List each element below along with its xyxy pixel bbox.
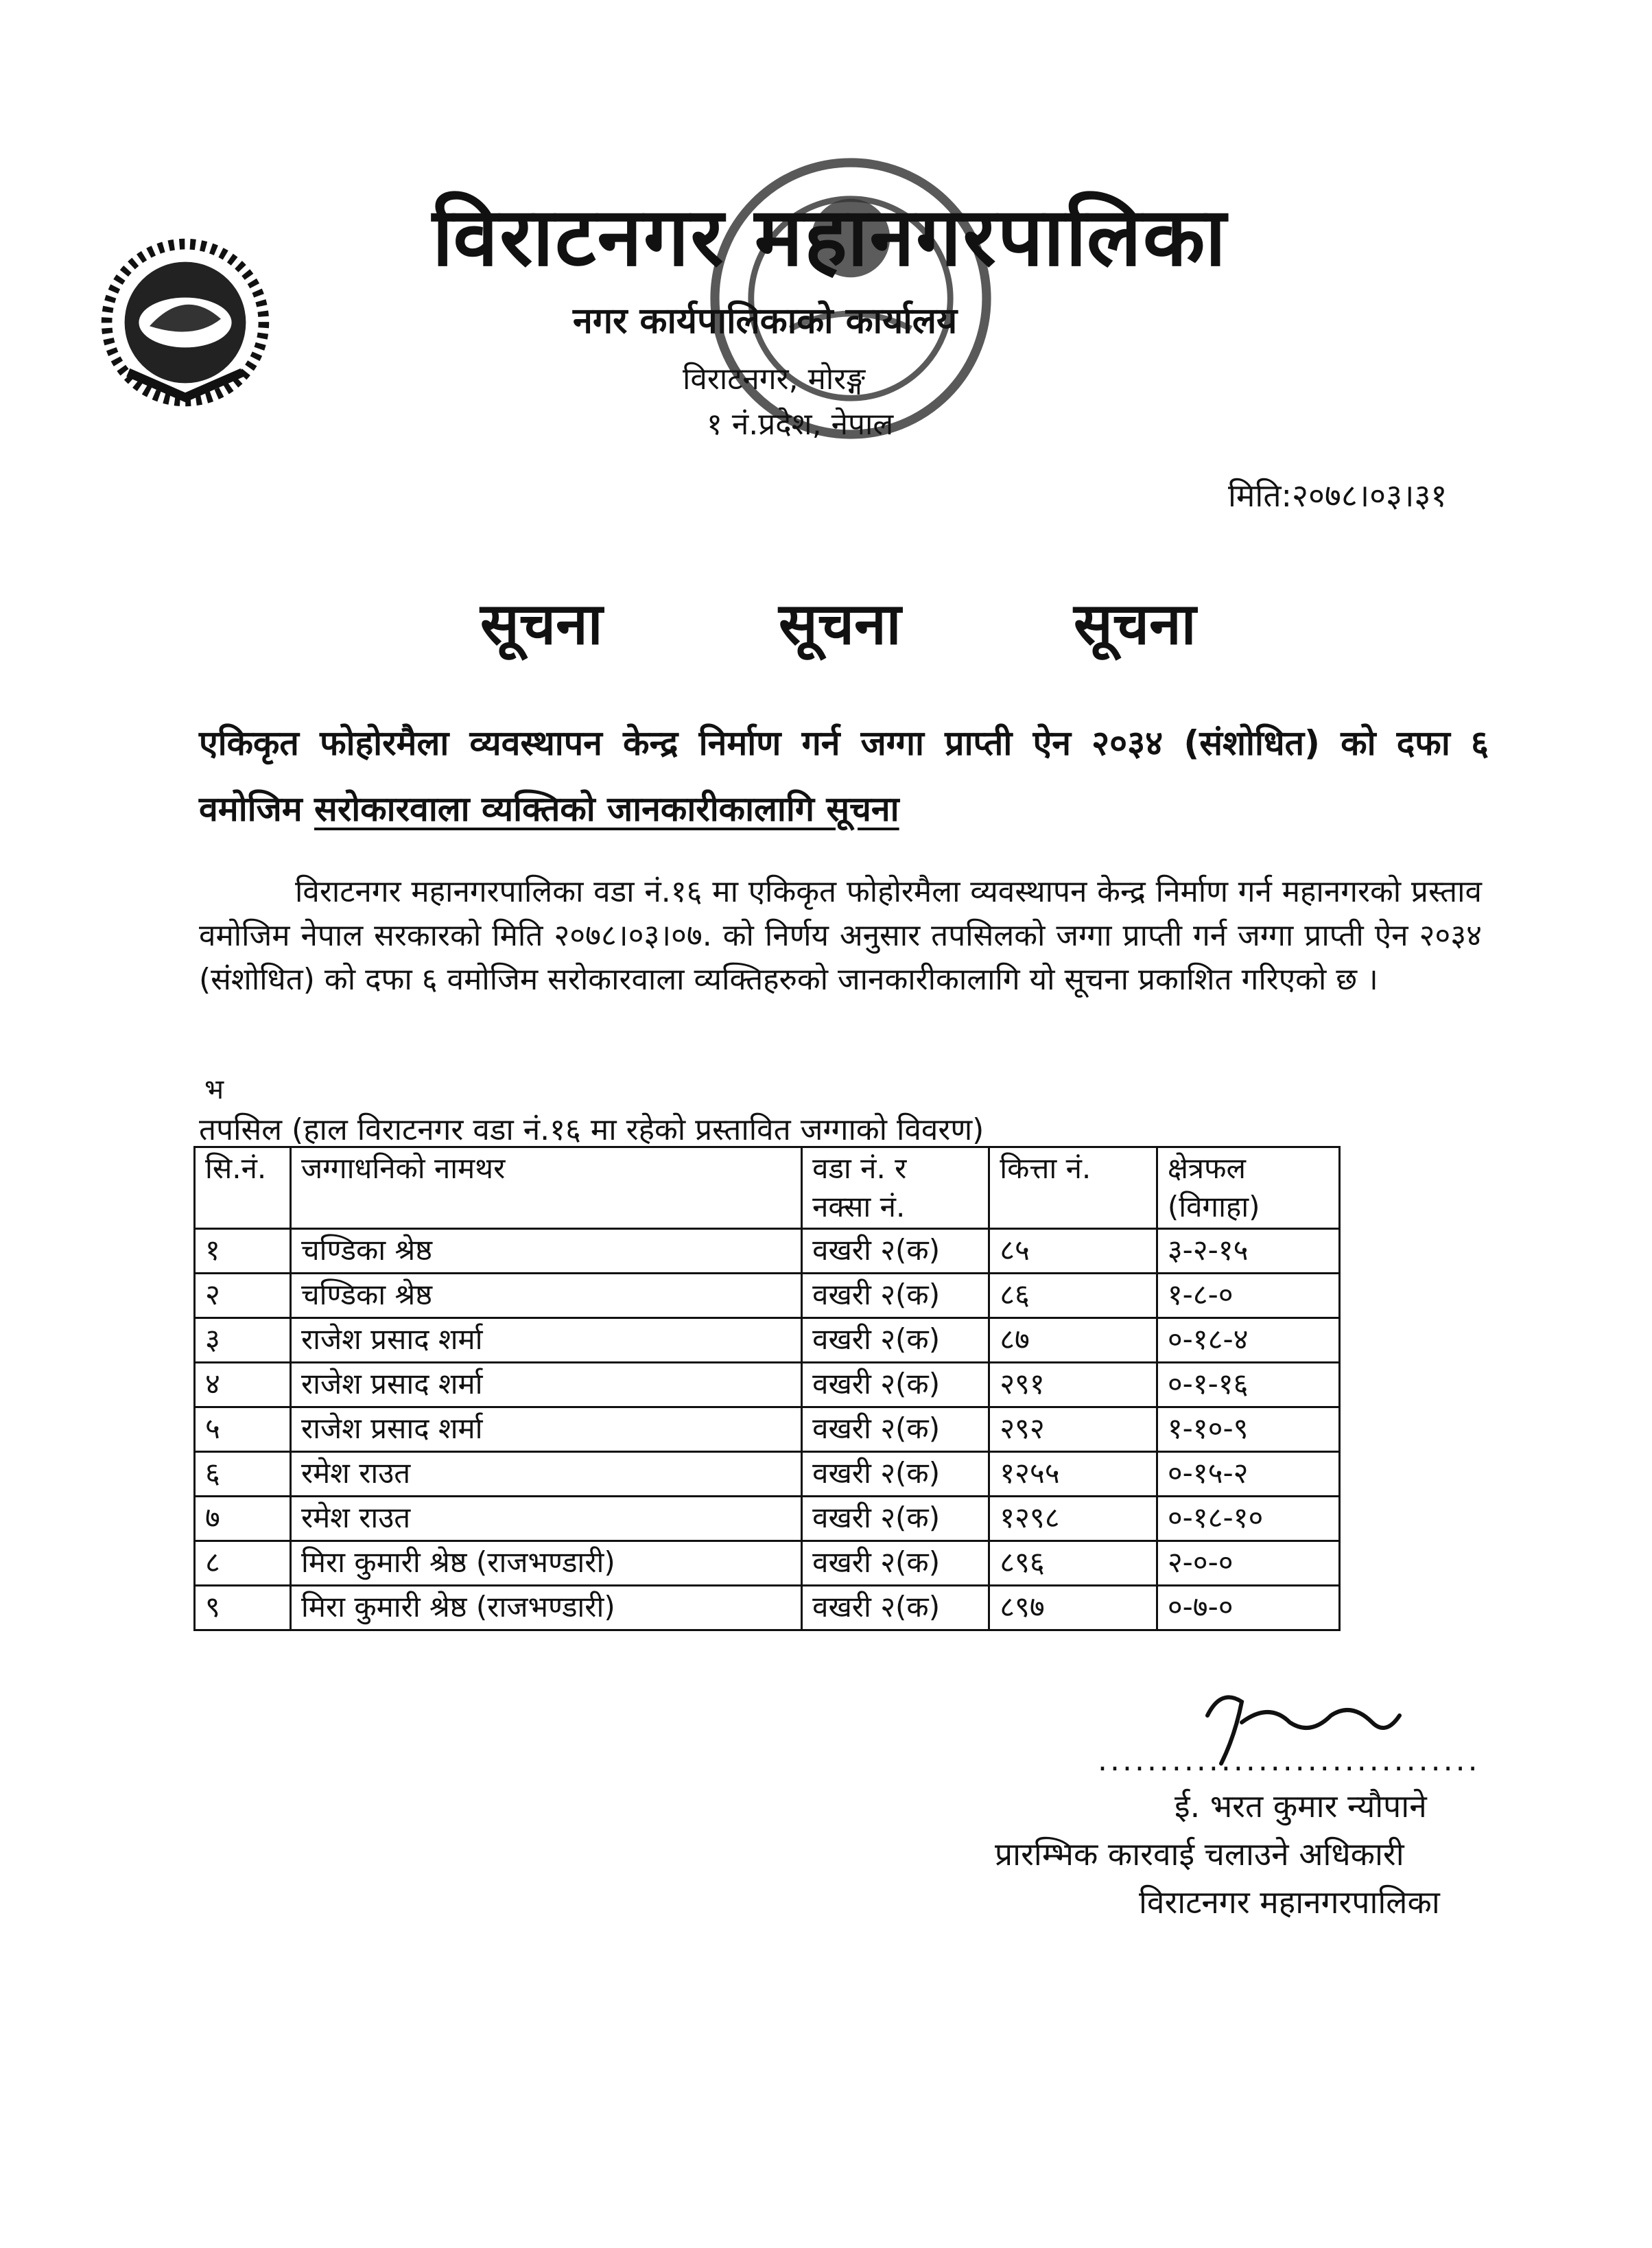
cell-owner: चण्डिका श्रेष्ठ xyxy=(291,1229,802,1274)
table-row xyxy=(195,1452,1340,1497)
cell-ward: वखरी २(क) xyxy=(802,1497,989,1541)
cell-sn: ६ xyxy=(195,1452,291,1497)
signatory-designation: प्रारम्भिक कारवाई चलाउने अधिकारी xyxy=(995,1836,1404,1873)
cell-ward: वखरी २(क) xyxy=(802,1541,989,1586)
notice-body xyxy=(199,870,1482,1002)
cell-ward: वखरी २(क) xyxy=(802,1274,989,1318)
cell-sn: ८ xyxy=(195,1541,291,1586)
table-row xyxy=(195,1497,1340,1541)
office-location: विराटनगर, मोरङ्ग xyxy=(683,362,866,397)
notice-subject xyxy=(199,710,1489,842)
cell-kitta: ८९६ xyxy=(989,1541,1157,1586)
cell-ward: वखरी २(क) xyxy=(802,1407,989,1452)
header-ward-line1: वडा नं. र xyxy=(812,1151,907,1185)
cell-sn: ३ xyxy=(195,1318,291,1363)
cell-kitta: ८६ xyxy=(989,1274,1157,1318)
cell-owner: रमेश राउत xyxy=(291,1497,802,1541)
cell-area: ०-१५-२ xyxy=(1157,1452,1339,1497)
cell-sn: ९ xyxy=(195,1586,291,1630)
subject-underlined: सरोकारवाला व्यक्तिको जानकारीकालागि सूचना xyxy=(314,789,899,829)
cell-owner: राजेश प्रसाद शर्मा xyxy=(291,1318,802,1363)
body-text: विराटनगर महानगरपालिका वडा नं.१६ मा एकिकृत फोहोरमैला व्यवस्थापन केन्द्र निर्माण गर्न महानगरको प्रस्ताव वमोजिम नेपाल सरकारको मिति २०७८।०३।०७. को निर्णय अनुसार तपसिलको जग्गा प्राप्ती गर्न जग्गा प्राप्ती ऐन २०३४ (संशोधित) को दफा ६ वमोजिम सरोकारवाला व्यक्तिहरुको जानकारीकालागि यो सूचना प्रकाशित गरिएको छ । xyxy=(199,874,1482,997)
cell-area: १-८-० xyxy=(1157,1274,1339,1318)
table-row xyxy=(195,1363,1340,1407)
notice-heading-2: सूचना xyxy=(779,590,901,657)
cell-area: ०-७-० xyxy=(1157,1586,1339,1630)
nepal-emblem-logo xyxy=(96,233,274,412)
subject-text: एकिकृत फोहोरमैला व्यवस्थापन केन्द्र निर्माण गर्न जग्गा प्राप्ती ऐन २०३४ (संशोधित) को दफा ६ वमोजिम xyxy=(199,723,1489,829)
cell-ward: वखरी २(क) xyxy=(802,1586,989,1630)
cell-kitta: ८७ xyxy=(989,1318,1157,1363)
header-owner: जग्गाधनिको नामथर xyxy=(291,1147,802,1229)
cell-sn: ७ xyxy=(195,1497,291,1541)
cell-ward: वखरी २(क) xyxy=(802,1452,989,1497)
cell-area: ०-१८-१० xyxy=(1157,1497,1339,1541)
cell-area: ३-२-१५ xyxy=(1157,1229,1339,1274)
cell-ward: वखरी २(क) xyxy=(802,1229,989,1274)
cell-area: १-१०-९ xyxy=(1157,1407,1339,1452)
cell-area: ०-१-१६ xyxy=(1157,1363,1339,1407)
cell-owner: चण्डिका श्रेष्ठ xyxy=(291,1274,802,1318)
cell-owner: राजेश प्रसाद शर्मा xyxy=(291,1407,802,1452)
table-row xyxy=(195,1274,1340,1318)
cell-kitta: १२५५ xyxy=(989,1452,1157,1497)
signature-line: ............................... xyxy=(1098,1743,1480,1778)
municipality-title: विराटनगर महानगरपालिका xyxy=(432,189,1228,284)
cell-kitta: ८५ xyxy=(989,1229,1157,1274)
table-header-row xyxy=(195,1147,1340,1229)
header-ward-line2: नक्सा नं. xyxy=(812,1190,906,1223)
land-details-table xyxy=(193,1146,1341,1631)
header-area-line2: (विगाहा) xyxy=(1167,1190,1260,1223)
cell-sn: २ xyxy=(195,1274,291,1318)
cell-sn: ५ xyxy=(195,1407,291,1452)
cell-kitta: ८९७ xyxy=(989,1586,1157,1630)
office-name: नगर कार्यपालिकाको कार्यालय xyxy=(573,301,958,342)
header-kitta: कित्ता नं. xyxy=(989,1147,1157,1229)
notice-heading-3: सूचना xyxy=(1074,590,1196,657)
header-area xyxy=(1157,1147,1339,1229)
header-area-line1: क्षेत्रफल xyxy=(1167,1151,1246,1185)
cell-owner: रमेश राउत xyxy=(291,1452,802,1497)
table-row xyxy=(195,1541,1340,1586)
cell-owner: राजेश प्रसाद शर्मा xyxy=(291,1363,802,1407)
notice-heading-1: सूचना xyxy=(480,590,603,657)
table-row xyxy=(195,1407,1340,1452)
signatory-office: विराटनगर महानगरपालिका xyxy=(1139,1884,1440,1921)
table-row xyxy=(195,1318,1340,1363)
cell-kitta: १२९८ xyxy=(989,1497,1157,1541)
cell-owner: मिरा कुमारी श्रेष्ठ (राजभण्डारी) xyxy=(291,1586,802,1630)
header-sn: सि.नं. xyxy=(195,1147,291,1229)
cell-kitta: २९१ xyxy=(989,1363,1157,1407)
cell-area: २-०-० xyxy=(1157,1541,1339,1586)
cell-area: ०-१८-४ xyxy=(1157,1318,1339,1363)
cell-owner: मिरा कुमारी श्रेष्ठ (राजभण्डारी) xyxy=(291,1541,802,1586)
signatory-name: ई. भरत कुमार न्यौपाने xyxy=(1175,1788,1427,1825)
header-ward xyxy=(802,1147,989,1229)
schedule-title: तपसिल (हाल विराटनगर वडा नं.१६ मा रहेको प्रस्तावित जग्गाको विवरण) xyxy=(199,1112,984,1147)
notice-date: मिति:२०७८।०३।३१ xyxy=(1228,477,1448,514)
cell-sn: १ xyxy=(195,1229,291,1274)
cell-sn: ४ xyxy=(195,1363,291,1407)
cell-ward: वखरी २(क) xyxy=(802,1363,989,1407)
stray-character: भ xyxy=(204,1074,224,1105)
table-row xyxy=(195,1229,1340,1274)
office-province: १ नं.प्रदेश, नेपाल xyxy=(707,407,894,442)
table-row xyxy=(195,1586,1340,1630)
cell-kitta: २९२ xyxy=(989,1407,1157,1452)
cell-ward: वखरी २(क) xyxy=(802,1318,989,1363)
